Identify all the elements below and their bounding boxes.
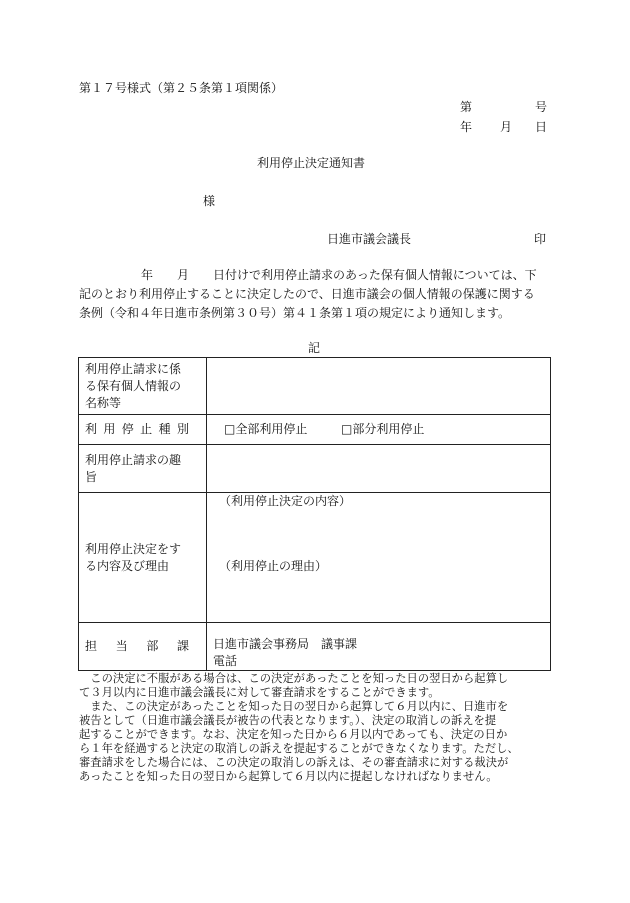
- note-line: 審査請求をした場合には、この決定の取消しの訴えは、その審査請求に対する裁決が: [79, 756, 509, 769]
- note-line: この決定に不服がある場合は、この決定があったことを知った日の翌日から起算し: [79, 672, 509, 685]
- body-month: 月: [177, 268, 190, 282]
- record-table: [78, 357, 551, 671]
- addressee-suffix: 様: [203, 194, 216, 208]
- value-decision[interactable]: [207, 493, 551, 623]
- label-char: 担: [85, 639, 98, 653]
- label-char: 当: [115, 639, 128, 653]
- form-number: 第１７号様式（第２５条第１項関係）: [79, 81, 284, 95]
- date-day: 日: [535, 120, 548, 134]
- label-char: 停: [121, 422, 134, 436]
- row-info-name: [79, 358, 551, 415]
- label-line: 利用停止請求の趣: [85, 452, 182, 467]
- doc-number-prefix: 第: [460, 100, 473, 114]
- label-char: 課: [176, 639, 189, 653]
- note-line: 被告として（日進市議会議長が被告の代表となります。）、決定の取消しの訴えを提: [79, 714, 497, 727]
- note-line: また、この決定があったことを知った日の翌日から起算して６月以内に、日進市を: [79, 700, 509, 713]
- row-request-purpose: [79, 445, 551, 493]
- ki-heading: 記: [308, 341, 321, 355]
- full-stop-checkbox[interactable]: □: [224, 422, 236, 436]
- partial-stop-label: 部分利用停止: [352, 422, 425, 436]
- label-char: 止: [140, 422, 153, 436]
- doc-number-suffix: 号: [535, 100, 548, 114]
- label-line: 旨: [85, 469, 98, 484]
- label-request-purpose: [79, 445, 207, 493]
- body-line-2: 記のとおり利用停止することに決定したので、日進市議会の個人情報の保護に関する: [79, 287, 535, 301]
- body-rest: 日付けで利用停止請求のあった保有個人情報については、下: [213, 268, 537, 282]
- row-decision: [79, 493, 551, 623]
- note-line: 起することができます。なお、決定を知った日から６月以内であっても、決定の日か: [79, 728, 508, 741]
- date-month: 月: [500, 120, 513, 134]
- note-line: ら１年を経過すると決定の取消しの訴えを提起することができなくなります。ただし、: [79, 742, 519, 755]
- date-year: 年: [460, 120, 473, 134]
- row-stop-type: [79, 415, 551, 445]
- decision-contents-heading: （利用停止決定の内容）: [219, 494, 352, 508]
- partial-stop-checkbox[interactable]: □: [341, 422, 353, 436]
- label-stop-type: [79, 415, 207, 445]
- label-char: 種: [158, 422, 171, 436]
- label-char: 利: [85, 422, 98, 436]
- label-char: 用: [103, 422, 116, 436]
- department-phone: 電話: [213, 654, 238, 668]
- body-line-3: 条例（令和４年日進市条例第３０号）第４１条第１項の規定により通知します。: [79, 306, 511, 320]
- label-line: 名称等: [85, 395, 122, 410]
- label-line: る保有個人情報の: [85, 378, 182, 393]
- value-department: [207, 623, 551, 671]
- label-department: [79, 623, 207, 671]
- row-department: [79, 623, 551, 671]
- label-line: る内容及び理由: [85, 558, 170, 573]
- body-year: 年: [141, 268, 154, 282]
- note-line: あったことを知った日の翌日から起算して６月以内に提起しなければなりません。: [79, 770, 498, 783]
- value-request-purpose[interactable]: [207, 445, 551, 493]
- value-stop-type: [207, 415, 551, 445]
- sender-name: 日進市議会議長: [327, 232, 412, 246]
- document-title: 利用停止決定通知書: [257, 156, 366, 170]
- decision-reason-heading: （利用停止の理由）: [219, 559, 328, 573]
- label-decision: [79, 493, 207, 623]
- seal-mark: 印: [534, 232, 547, 246]
- label-char: 部: [146, 639, 159, 653]
- label-line: 利用停止決定をす: [85, 541, 182, 556]
- full-stop-label: 全部利用停止: [235, 422, 308, 436]
- label-char: 別: [176, 422, 189, 436]
- label-line: 利用停止請求に係: [85, 361, 182, 376]
- label-info-name: [79, 358, 207, 415]
- value-info-name[interactable]: [207, 358, 551, 415]
- department-name: 日進市議会事務局 議事課: [213, 637, 358, 651]
- note-line: て３月以内に日進市議会議長に対して審査請求をすることができます。: [79, 686, 440, 699]
